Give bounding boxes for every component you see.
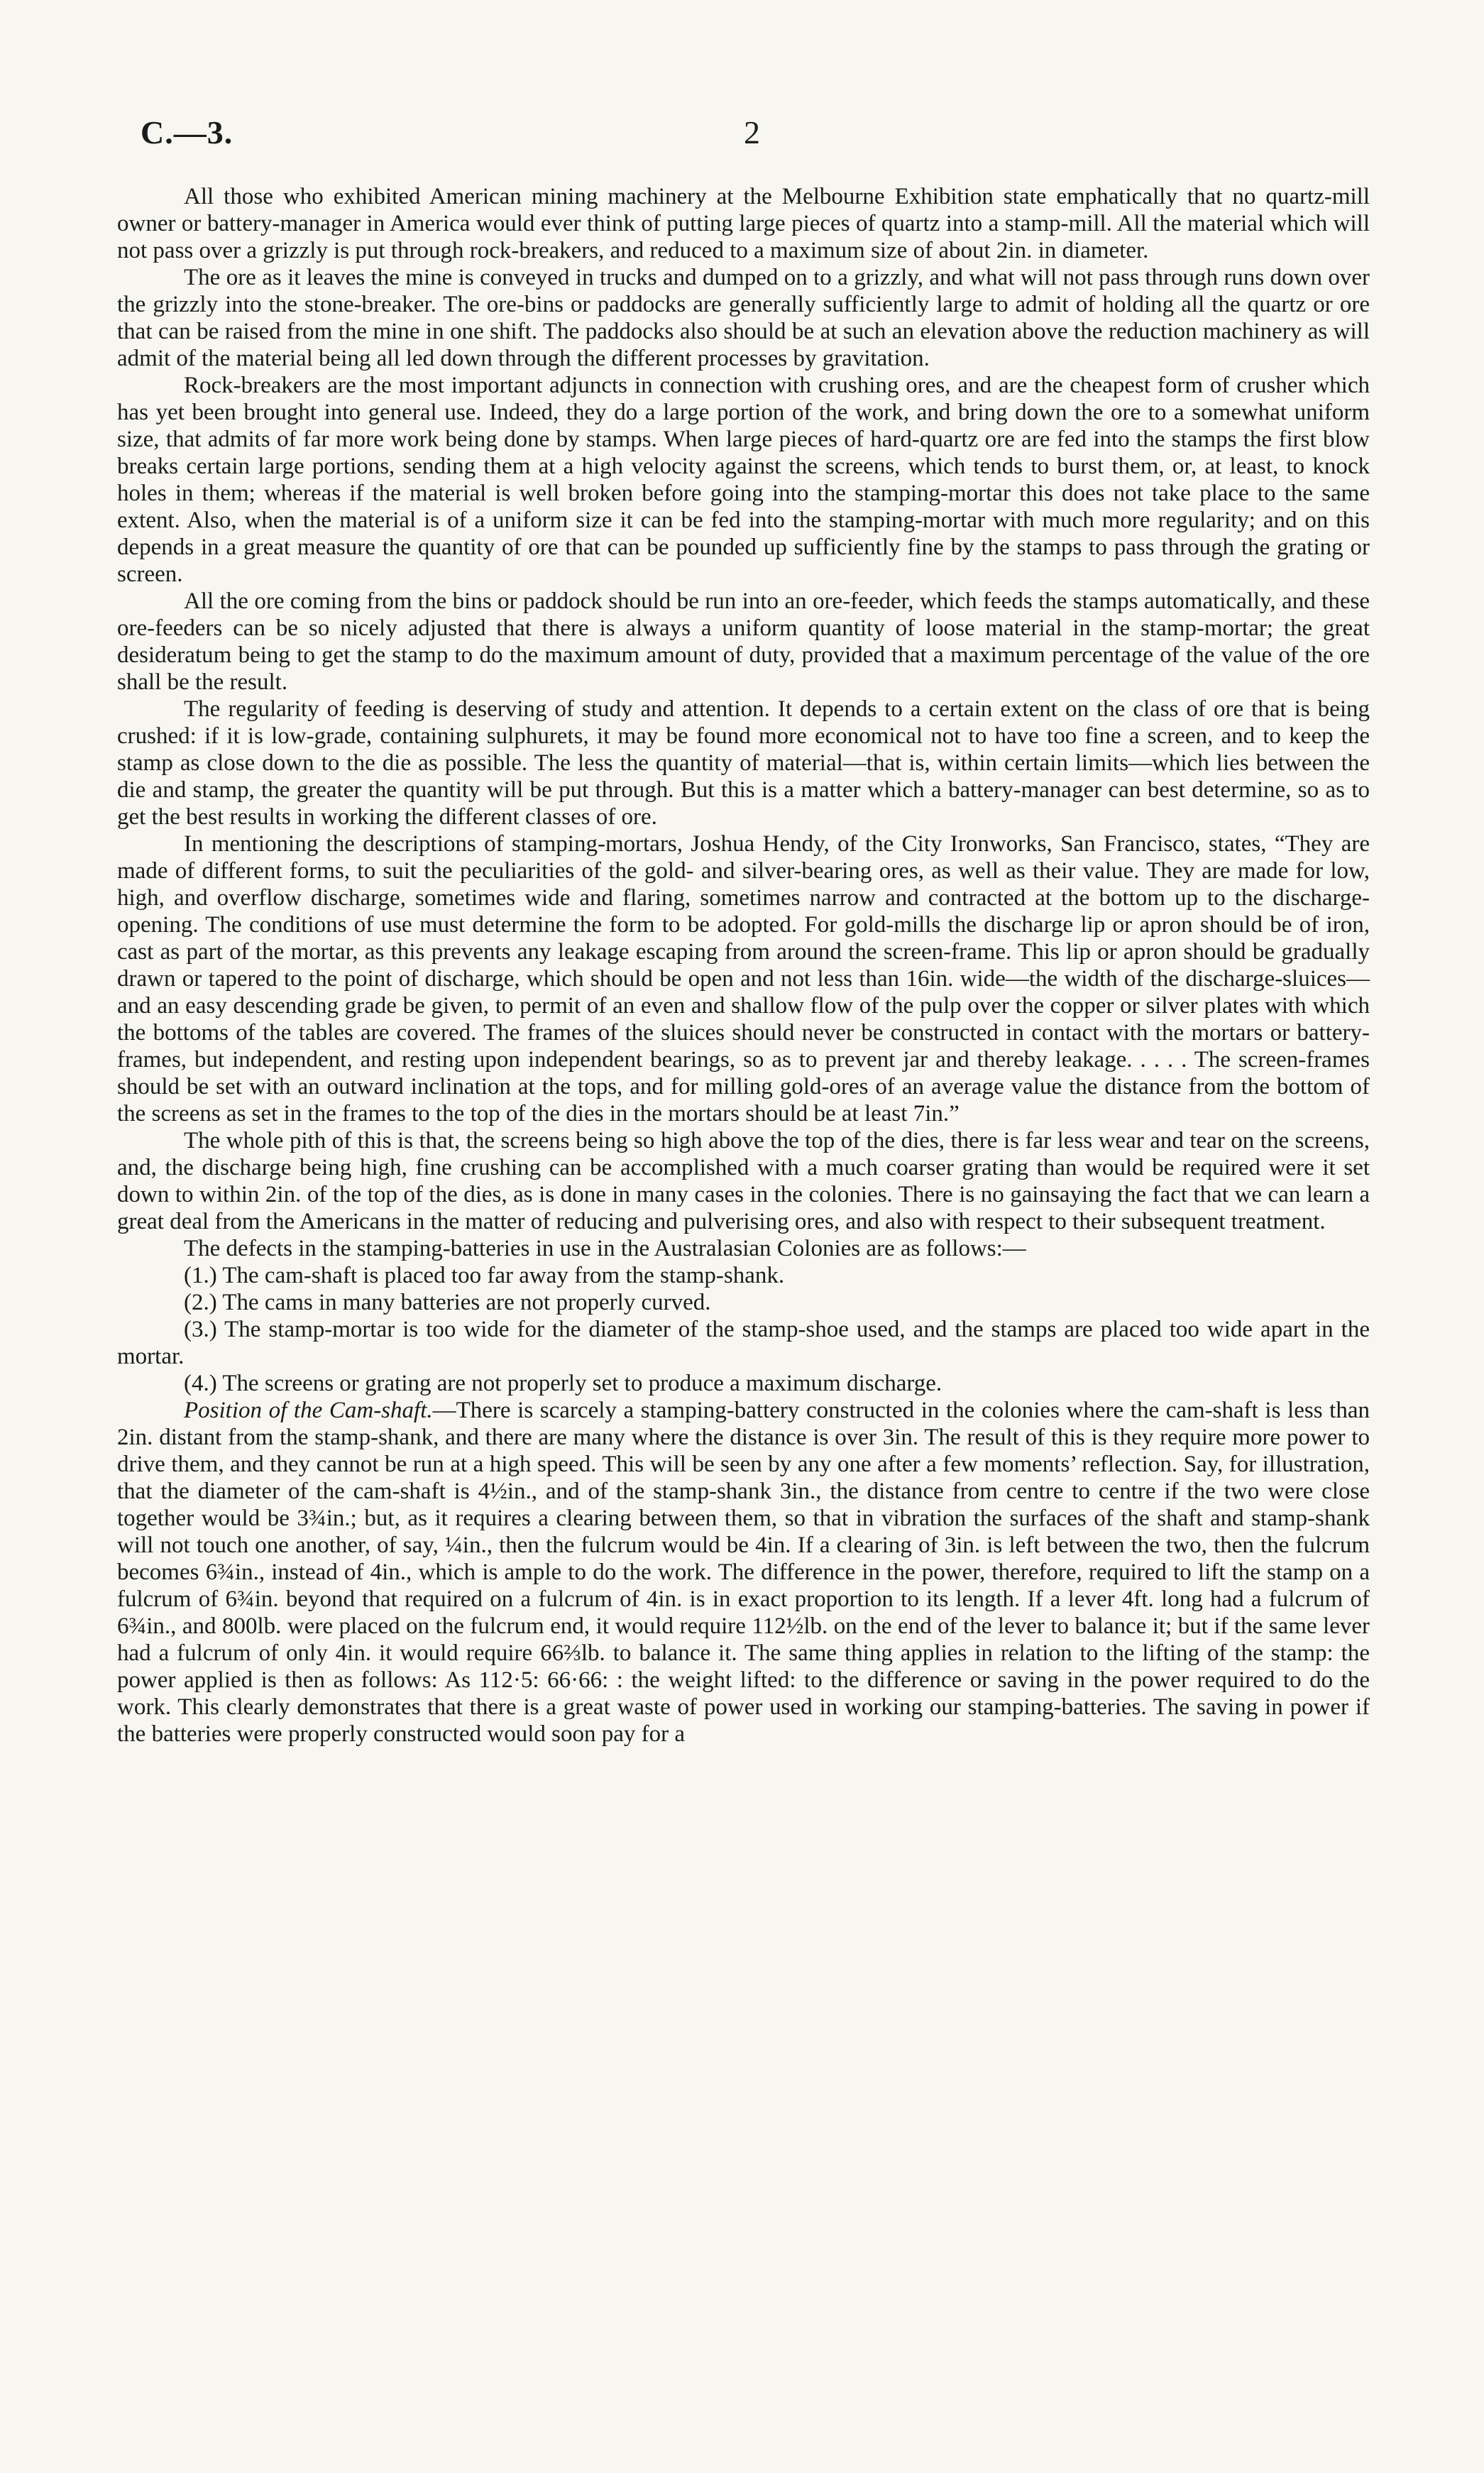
defect-list-item: (4.) The screens or grating are not properly set to produce a maximum discharge. <box>184 1371 942 1396</box>
section-heading: Position of the Cam-shaft. <box>184 1398 433 1423</box>
paragraph: All those who exhibited American mining machinery at the Melbourne Exhibition state emphatically that no quartz-mill owner or battery-manager in America would ever think of putting large pieces of quartz into a stamp-mill. All the material which will not pass over a grizzly is put through rock-breakers, and reduced to a maximum size of about 2in. in diameter. <box>117 184 1370 263</box>
paragraph: The whole pith of this is that, the screens being so high above the top of the dies, there is far less wear and tear on the screens, and, the discharge being high, fine crushing can be accomplished with a much coarser grating than would be required were it set down to within 2in. of the top of the dies, as is done in many cases in the colonies. There is no gainsaying the fact that we can learn a great deal from the Americans in the matter of reducing and pulverising ores, and also with respect to their subsequent treatment. <box>117 1128 1370 1234</box>
defect-list-item: (3.) The stamp-mortar is too wide for the diameter of the stamp-shoe used, and the stamps are placed too wide apart in the mortar. <box>117 1317 1370 1369</box>
body-text <box>117 183 1370 1748</box>
section-body: —There is scarcely a stamping-battery constructed in the colonies where the cam-shaft is less than 2in. distant from the stamp-shank, and there are many where the distance is over 3in. The result of this is they require more power to drive them, and they cannot be run at a high speed. This will be seen by any one after a few moments’ reflection. Say, for illustration, that the diameter of the cam-shaft is 4½in., and of the stamp-shank 3in., the distance from centre to centre if the two were close together would be 3¾in.; but, as it requires a clearing between them, so that in vibration the surfaces of the shaft and stamp-shank will not touch one another, of say, ¼in., then the fulcrum would be 4in. If a clearing of 3in. is left between the two, then the fulcrum becomes 6¾in., instead of 4in., which is ample to do the work. The difference in the power, therefore, required to lift the stamp on a fulcrum of 6¾in. beyond that required on a fulcrum of 4in. is in exact proportion to its length. If a lever 4ft. long had a fulcrum of 6¾in., and 800lb. were placed on the fulcrum end, it would require 112½lb. on the end of the lever to balance it; but if the same lever had a fulcrum of only 4in. it would require 66⅔lb. to balance it. The same thing applies in relation to the lifting of the stamp: the power applied is then as follows: As 112·5: 66·66: : the weight lifted: to the difference or saving in the power required to do the work. This clearly demonstrates that there is a great waste of power used in working our stamping-batteries. The saving in power if the batteries were properly constructed would soon pay for a <box>117 1398 1370 1747</box>
paragraph: The regularity of feeding is deserving of study and attention. It depends to a certain extent on the class of ore that is being crushed: if it is low-grade, containing sulphurets, it may be found more economical not to have too fine a screen, and to keep the stamp as close down to the die as possible. The less the quantity of material—that is, within certain limits—which lies between the die and stamp, the greater the quantity will be put through. But this is a matter which a battery-manager can best determine, so as to get the best results in working the different classes of ore. <box>117 696 1370 830</box>
document-id: C.—3. <box>141 114 233 150</box>
paragraph: The defects in the stamping-batteries in use in the Australasian Colonies are as follows:— <box>184 1236 1026 1261</box>
camshaft-paragraph <box>117 1397 1370 1748</box>
paragraph: In mentioning the descriptions of stamping-mortars, Joshua Hendy, of the City Ironworks, San Francisco, states, “They are made of different forms, to suit the peculiarities of the gold- and silver-bearing ores, as well as their value. They are made for low, high, and overflow discharge, sometimes wide and flaring, sometimes narrow and contracted at the bottom up to the discharge-opening. The conditions of use must determine the form to be adopted. For gold-mills the discharge lip or apron should be of iron, cast as part of the mortar, as this prevents any leakage escaping from around the screen-frame. This lip or apron should be gradually drawn or tapered to the point of discharge, which should be open and not less than 16in. wide—the width of the discharge-sluices—and an easy descending grade be given, to permit of an even and shallow flow of the pulp over the copper or silver plates with which the bottoms of the tables are covered. The frames of the sluices should never be constructed in contact with the mortars or battery-frames, but independent, and resting upon independent bearings, so as to prevent jar and thereby leakage. . . . . The screen-frames should be set with an outward inclination at the tops, and for milling gold-ores of an average value the distance from the bottom of the screens as set in the frames to the top of the dies in the mortars should be at least 7in.” <box>117 831 1370 1126</box>
defect-list-item: (2.) The cams in many batteries are not properly curved. <box>184 1290 711 1315</box>
paragraph: All the ore coming from the bins or paddock should be run into an ore-feeder, which feeds the stamps automatically, and these ore-feeders can be so nicely adjusted that there is always a uniform quantity of loose material in the stamp-mortar; the great desideratum being to get the stamp to do the maximum amount of duty, provided that a maximum percentage of the value of the ore shall be the result. <box>117 588 1370 695</box>
paragraph: Rock-breakers are the most important adjuncts in connection with crushing ores, and are the cheapest form of crusher which has yet been brought into general use. Indeed, they do a large portion of the work, and bring down the ore to a somewhat uniform size, that admits of far more work being done by stamps. When large pieces of hard-quartz ore are fed into the stamps the first blow breaks certain large portions, sending them at a high velocity against the screens, which tends to burst them, or, at least, to knock holes in them; whereas if the material is well broken before going into the stamping-mortar this does not take place to the same extent. Also, when the material is of a uniform size it can be fed into the stamping-mortar with much more regularity; and on this depends in a great measure the quantity of ore that can be pounded up sufficiently fine by the stamps to pass through the grating or screen. <box>117 373 1370 587</box>
defect-list-item: (1.) The cam-shaft is placed too far away from the stamp-shank. <box>184 1263 785 1288</box>
page-number: 2 <box>744 114 760 150</box>
paragraph: The ore as it leaves the mine is conveyed in trucks and dumped on to a grizzly, and what will not pass through runs down over the grizzly into the stone-breaker. The ore-bins or paddocks are generally sufficiently large to admit of holding all the quartz or ore that can be raised from the mine in one shift. The paddocks also should be at such an elevation above the reduction machinery as will admit of the material being all led down through the different processes by gravitation. <box>117 265 1370 371</box>
page-header <box>141 114 1347 156</box>
